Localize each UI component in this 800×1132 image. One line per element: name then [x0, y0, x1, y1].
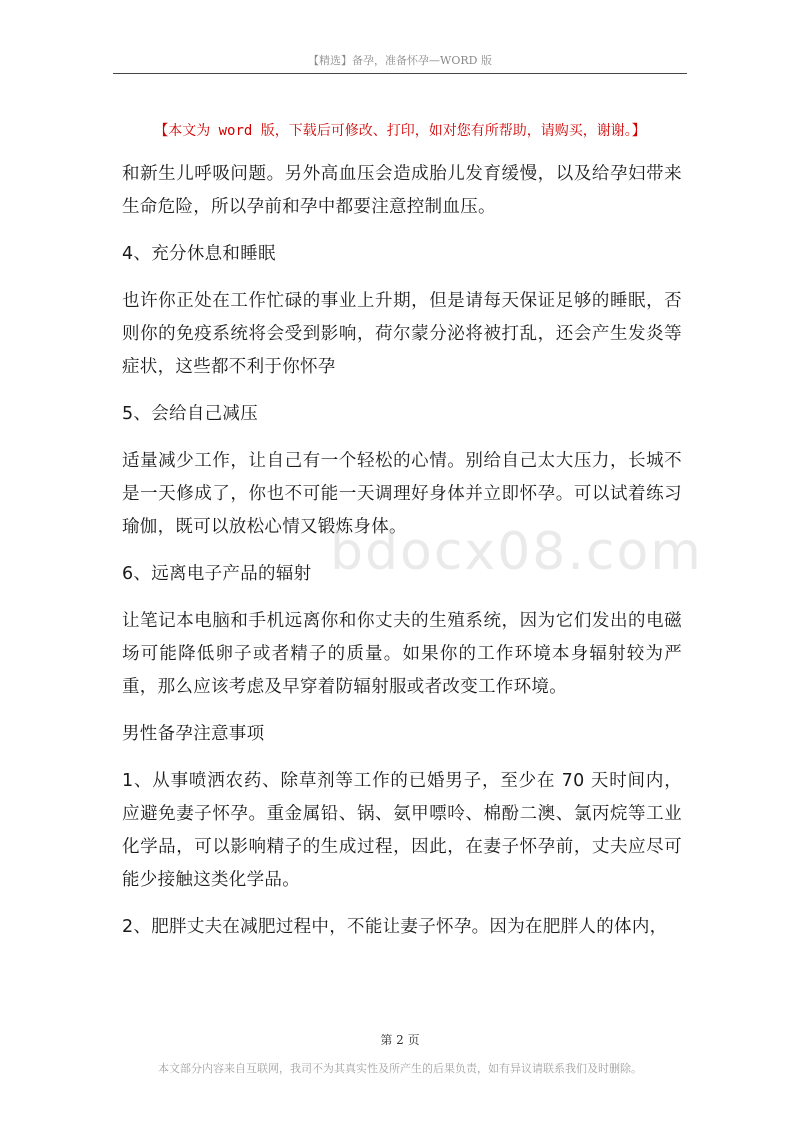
section-heading: 男性备孕注意事项: [122, 724, 265, 744]
paragraph: 和新生儿呼吸问题。另外高血压会造成胎儿发育缓慢，以及给孕妇带来生命危险，所以孕前和孕中都要注意控制血压。: [122, 164, 682, 217]
paragraph: 2、肥胖丈夫在减肥过程中，不能让妻子怀孕。因为在肥胖人的体内，: [122, 917, 668, 937]
header-divider: [113, 73, 687, 74]
document-body: [122, 158, 682, 958]
section-heading: 6、远离电子产品的辐射: [122, 564, 312, 584]
watermark: bdocx08.com: [330, 522, 703, 582]
section-heading: 5、会给自己减压: [122, 404, 259, 424]
paragraph: 适量减少工作，让自己有一个轻松的心情。别给自己太大压力，长城不是一天修成了，你也不可能一天调理好身体并立即怀孕。可以试着练习瑜伽，既可以放松心情又锻炼身体。: [122, 451, 682, 537]
section-heading: 4、充分休息和睡眠: [122, 244, 276, 264]
paragraph: 1、从事喷洒农药、除草剂等工作的已婚男子，至少在 70 天时间内，应避免妻子怀孕。重金属铅、锅、氨甲嘌呤、棉酚二澳、氯丙烷等工业化学品，可以影响精子的生成过程，因此，在妻子怀孕前，丈夫应尽可能少接触这类化学品。: [122, 771, 682, 890]
page-number: 第 2 页: [380, 1033, 420, 1047]
download-notice: 【本文为 word 版，下载后可修改、打印，如对您有所帮助，请购买，谢谢。】: [154, 123, 646, 139]
page-header: 【精选】备孕，准备怀孕—WORD 版: [308, 54, 492, 67]
page-footer: 本文部分内容来自互联网，我司不为其真实性及所产生的后果负责，如有异议请联系我们及时删除。: [158, 1062, 642, 1075]
paragraph: 也许你正处在工作忙碌的事业上升期，但是请每天保证足够的睡眠，否则你的免疫系统将会受到影响，荷尔蒙分泌将被打乱，还会产生发炎等症状，这些都不利于你怀孕: [122, 291, 682, 377]
paragraph: 让笔记本电脑和手机远离你和你丈夫的生殖系统，因为它们发出的电磁场可能降低卵子或者精子的质量。如果你的工作环境本身辐射较为严重，那么应该考虑及早穿着防辐射服或者改变工作环境。: [122, 611, 682, 697]
